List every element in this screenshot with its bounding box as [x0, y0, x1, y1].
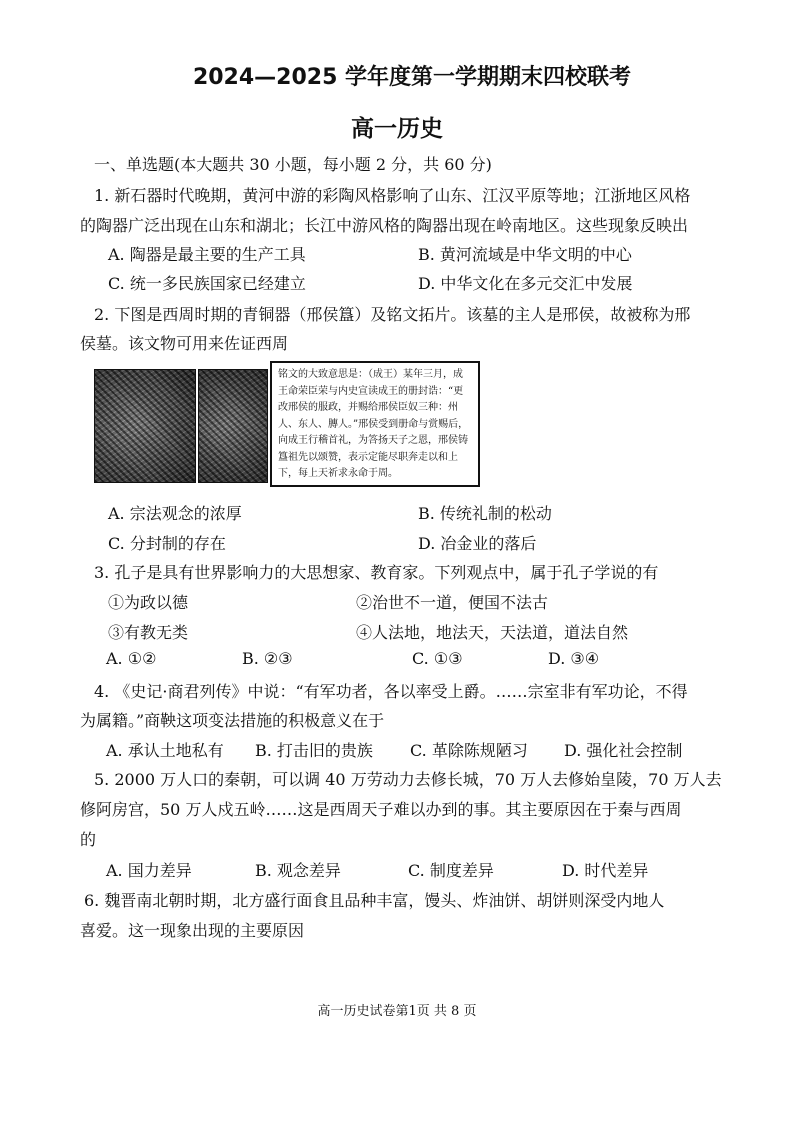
q1-option-a: A. 陶器是最主要的生产工具: [108, 245, 306, 264]
q1-option-b: B. 黄河流域是中华文明的中心: [418, 245, 632, 264]
q1-option-c: C. 统一多民族国家已经建立: [108, 274, 306, 293]
q3-statement-2: ②治世不一道，便国不法古: [356, 593, 549, 612]
q6-line-1: 6. 魏晋南北朝时期，北方盛行面食且品种丰富，馒头、炸油饼、胡饼则深受内地人: [84, 891, 665, 910]
q3-statement-3: ③有教无类: [108, 623, 189, 642]
q5-option-d: D. 时代差异: [562, 861, 649, 880]
q6-line-2: 喜爱。这一现象出现的主要原因: [80, 921, 305, 940]
inscription-rubbing: [198, 369, 268, 483]
q1-option-d: D. 中华文化在多元交汇中发展: [418, 274, 633, 293]
q1-line-1: 1. 新石器时代晚期，黄河中游的彩陶风格影响了山东、江汉平原等地；江浙地区风格: [94, 186, 691, 205]
q3-statement-1: ①为政以德: [108, 593, 189, 612]
q3-statement-4: ④人法地，地法天，天法道，道法自然: [356, 623, 629, 642]
q2-option-c: C. 分封制的存在: [108, 534, 226, 553]
q2-line-1: 2. 下图是西周时期的青铜器（邢侯簋）及铭文拓片。该墓的主人是邢侯，故被称为邢: [94, 305, 691, 324]
q4-option-b: B. 打击旧的贵族: [255, 741, 373, 760]
q3-option-b: B. ②③: [242, 649, 293, 668]
bronze-vessel-photo: [94, 369, 196, 483]
q2-line-2: 侯墓。该文物可用来佐证西周: [80, 334, 289, 353]
q2-figure: [94, 361, 484, 491]
q2-option-a: A. 宗法观念的浓厚: [108, 504, 242, 523]
q5-option-c: C. 制度差异: [408, 861, 494, 880]
q1-line-2: 的陶器广泛出现在山东和湖北；长江中游风格的陶器出现在岭南地区。这些现象反映出: [80, 216, 689, 235]
q4-option-c: C. 革除陈规陋习: [410, 741, 528, 760]
q5-line-3: 的: [80, 830, 97, 849]
subject-title: 高一历史: [351, 116, 443, 142]
q5-option-b: B. 观念差异: [255, 861, 341, 880]
q4-line-2: 为属籍。”商鞅这项变法措施的积极意义在于: [80, 711, 385, 730]
q2-option-b: B. 传统礼制的松动: [418, 504, 552, 523]
q4-line-1: 4. 《史记·商君列传》中说：“有军功者，各以率受上爵。……宗室非有军功论，不得: [94, 682, 688, 701]
q3-option-a: A. ①②: [106, 649, 157, 668]
q4-option-a: A. 承认土地私有: [106, 741, 224, 760]
q5-line-2: 修阿房宫，50 万人戍五岭……这是西周天子难以办到的事。其主要原因在于秦与西周: [80, 800, 682, 819]
q3-line-1: 3. 孔子是具有世界影响力的大思想家、教育家。下列观点中，属于孔子学说的有: [94, 563, 659, 582]
section-heading: 一、单选题(本大题共 30 小题，每小题 2 分，共 60 分): [94, 155, 492, 174]
q5-option-a: A. 国力差异: [106, 861, 192, 880]
q2-option-d: D. 冶金业的落后: [418, 534, 537, 553]
inscription-explanation: 铭文的大致意思是：（成王）某年三月，成王命荣臣荣与内史宣读成王的册封诰：“更改邢侯的服政，并赐给邢侯臣奴三种：州人、东人、膞人。”邢侯受到册命与赏赐后，向成王行稽首礼，为答扬天子之恩，邢侯铸簋祖先以颂赞，表示定能尽职奔走以和上下，每上天祈求永命于周。: [270, 361, 480, 487]
q5-line-1: 5. 2000 万人口的秦朝，可以调 40 万劳动力去修长城，70 万人去修始皇陵，70 万人去: [94, 770, 722, 789]
q3-option-d: D. ③④: [548, 649, 600, 668]
page-footer: 高一历史试卷第1页 共 8 页: [317, 1004, 477, 1019]
exam-title: 2024—2025 学年度第一学期期末四校联考: [192, 65, 632, 90]
q3-option-c: C. ①③: [412, 649, 463, 668]
q4-option-d: D. 强化社会控制: [564, 741, 683, 760]
